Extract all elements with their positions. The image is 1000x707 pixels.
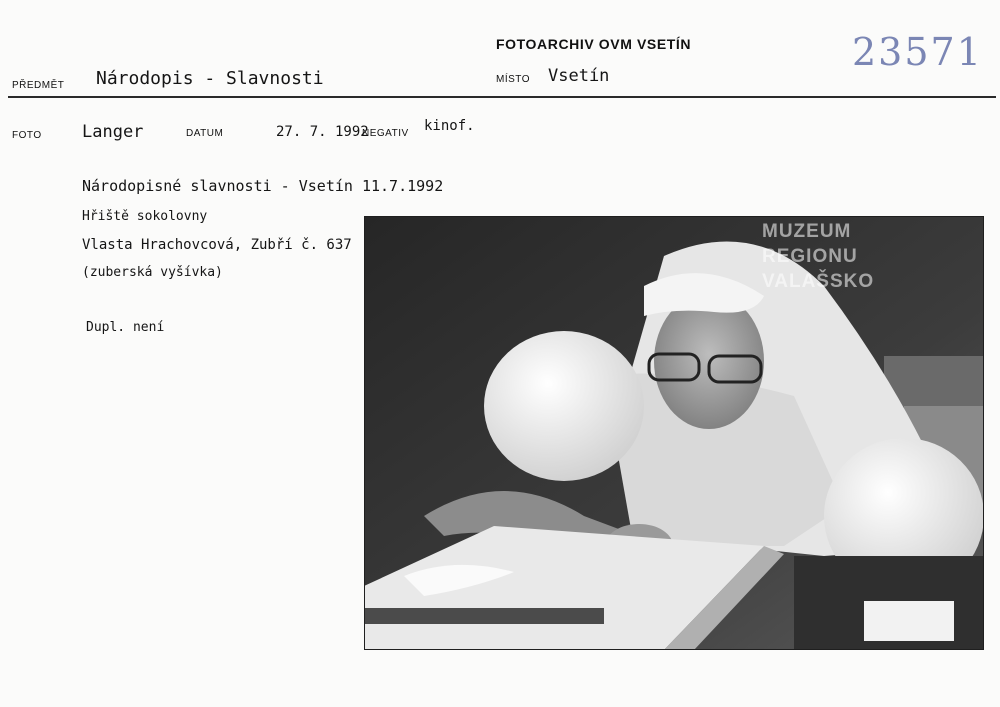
watermark-line-1: MUZEUM — [762, 221, 852, 242]
archive-title: FOTOARCHIV OVM VSETÍN — [496, 36, 692, 52]
photographer-value: Langer — [82, 122, 144, 142]
inventory-number: 23571 — [852, 30, 983, 74]
frame-bar — [364, 608, 604, 624]
place-value: Vsetín — [548, 66, 610, 86]
place-label: MÍSTO — [496, 74, 530, 85]
venue-note: Hřiště sokolovny — [82, 209, 208, 224]
duplicate-note: Dupl. není — [86, 320, 165, 335]
embroidery-photograph — [364, 216, 984, 650]
date-label: DATUM — [186, 128, 224, 139]
technique-note: (zuberská vyšívka) — [82, 265, 223, 280]
paper-note — [864, 601, 954, 641]
photo-scene — [364, 216, 984, 650]
negative-label: NEGATIV — [362, 128, 409, 139]
negative-value: kinof. — [424, 118, 475, 134]
watermark-line-2: REGIONU — [762, 246, 858, 267]
date-value: 27. 7. 1992 — [276, 124, 369, 140]
header-divider — [8, 96, 996, 98]
subject-label: PŘEDMĚT — [12, 80, 65, 91]
watermark-line-3: VALAŠSKO — [762, 271, 875, 292]
photo-label: FOTO — [12, 130, 42, 141]
left-sleeve — [484, 331, 644, 481]
event-note: Národopisné slavnosti - Vsetín 11.7.1992 — [82, 177, 444, 195]
subject-value: Národopis - Slavnosti — [96, 68, 324, 89]
person-note: Vlasta Hrachovcová, Zubří č. 637 — [82, 237, 352, 253]
